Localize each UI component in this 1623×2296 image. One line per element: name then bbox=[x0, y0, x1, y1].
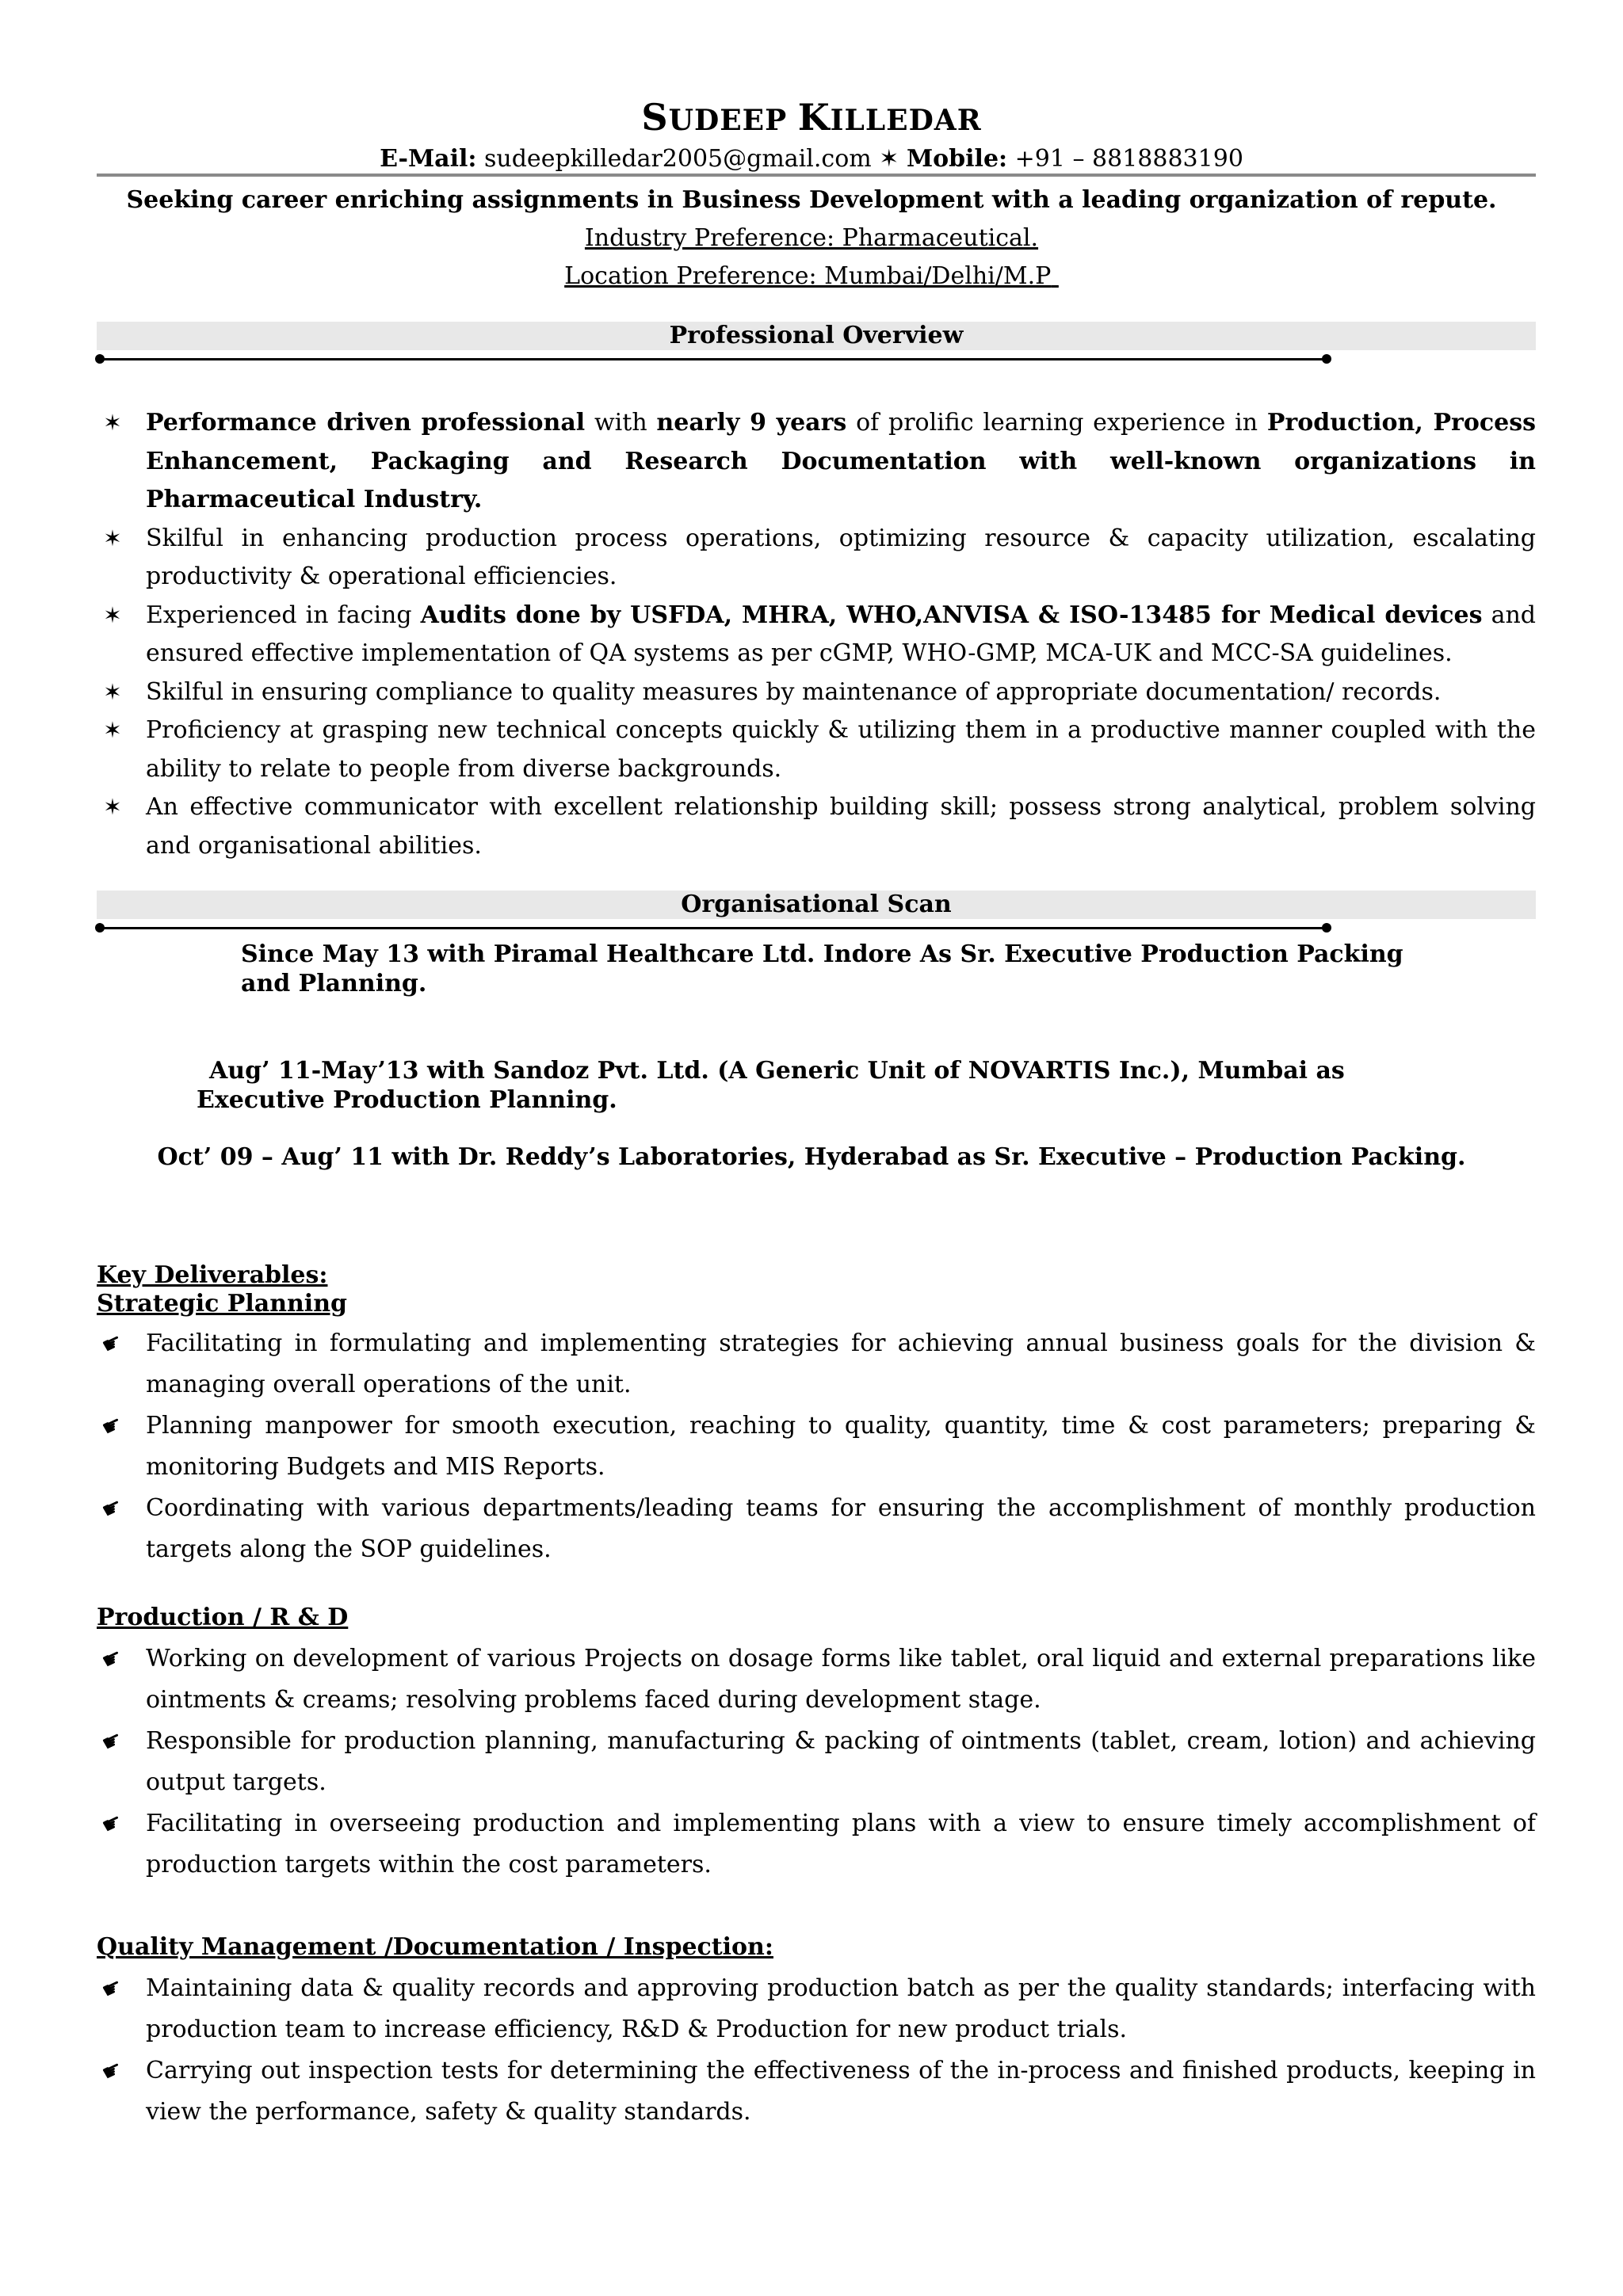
employment-entry: Aug’ 11-May’13 with Sandoz Pvt. Ltd. (A Generic Unit of NOVARTIS Inc.), Mumbai as Executive Production Planning. bbox=[197, 1057, 1345, 1114]
header-divider bbox=[97, 174, 1536, 177]
section-divider bbox=[100, 358, 1327, 360]
strategic-planning-list bbox=[97, 1323, 1536, 1570]
pointing-hand-icon: ☛ bbox=[97, 1327, 128, 1360]
section-heading-professional-overview: Professional Overview bbox=[97, 322, 1536, 350]
pointing-hand-icon: ☛ bbox=[97, 1492, 128, 1524]
section-heading-organisational-scan: Organisational Scan bbox=[97, 891, 1536, 919]
subsection-title: Strategic Planning bbox=[97, 1290, 347, 1318]
list-item: ✶ Experienced in facing Audits done by USFDA, MHRA, WHO,ANVISA & ISO-13485 for Medical devices and ensured effective implementation of QA systems as per cGMP, WHO-GMP, MCA-UK and MCC-SA guidelines. bbox=[97, 597, 1536, 673]
list-item: ✶ Proficiency at grasping new technical concepts quickly & utilizing them in a productive manner coupled with the ability to relate to people from diverse backgrounds. bbox=[97, 711, 1536, 788]
industry-preference: Industry Preference: Pharmaceutical. bbox=[584, 224, 1039, 252]
star-icon: ✶ bbox=[103, 717, 122, 743]
pointing-hand-icon: ☛ bbox=[97, 1972, 128, 2004]
star-icon: ✶ bbox=[103, 794, 122, 820]
list-item: ☛ Coordinating with various departments/leading teams for ensuring the accomplishment of monthly production targets along the SOP guidelines. bbox=[97, 1488, 1536, 1570]
list-item: ☛ Maintaining data & quality records and approving production batch as per the quality standards; interfacing with production team to increase efficiency, R&D & Production for new product trials. bbox=[97, 1968, 1536, 2050]
candidate-name: SUDEEP KILLEDAR bbox=[641, 96, 982, 139]
overview-list bbox=[97, 404, 1536, 865]
location-preference: Location Preference: Mumbai/Delhi/M.P bbox=[564, 262, 1052, 290]
email-address: sudeepkilledar2005@gmail.com bbox=[484, 145, 872, 173]
list-item: ✶ Performance driven professional with nearly 9 years of prolific learning experience in Production, Process Enhancement, Packaging and Research Documentation with well-known organizations in Pharmaceutical Industry. bbox=[97, 404, 1536, 520]
star-icon: ✶ bbox=[103, 601, 122, 628]
contact-line bbox=[0, 144, 1623, 174]
email-label: E-Mail: bbox=[380, 145, 477, 173]
pointing-hand-icon: ☛ bbox=[97, 2054, 128, 2087]
list-item: ☛ Facilitating in formulating and implementing strategies for achieving annual business goals for the division & managing overall operations of the unit. bbox=[97, 1323, 1536, 1405]
star-icon: ✶ bbox=[103, 410, 122, 436]
mobile-number: +91 – 8818883190 bbox=[1014, 145, 1243, 173]
pointing-hand-icon: ☛ bbox=[97, 1409, 128, 1442]
section-divider bbox=[100, 927, 1327, 929]
list-item: ✶ Skilful in enhancing production process operations, optimizing resource & capacity utilization, escalating productivity & operational efficiencies. bbox=[97, 520, 1536, 597]
list-item: ✶ An effective communicator with excellent relationship building skill; possess strong analytical, problem solving and organisational abilities. bbox=[97, 788, 1536, 865]
list-item: ✶ Skilful in ensuring compliance to quality measures by maintenance of appropriate documentation/ records. bbox=[97, 673, 1536, 712]
star-icon: ✶ bbox=[103, 524, 122, 551]
employment-entry: Since May 13 with Piramal Healthcare Ltd. Indore As Sr. Executive Production Packing and Planning. bbox=[241, 940, 1403, 997]
subsection-title: Production / R & D bbox=[97, 1604, 349, 1631]
pointing-hand-icon: ☛ bbox=[97, 1642, 128, 1675]
pointing-hand-icon: ☛ bbox=[97, 1725, 128, 1757]
star-icon: ✶ bbox=[103, 678, 122, 705]
key-deliverables-heading: Key Deliverables: bbox=[97, 1261, 328, 1289]
list-item: ☛ Working on development of various Projects on dosage forms like tablet, oral liquid and external preparations like ointments & creams; resolving problems faced during development stage. bbox=[97, 1638, 1536, 1721]
list-item: ☛ Responsible for production planning, manufacturing & packing of ointments (tablet, cream, lotion) and achieving output targets. bbox=[97, 1721, 1536, 1803]
production-rd-list bbox=[97, 1638, 1536, 1886]
mobile-label: Mobile: bbox=[906, 145, 1008, 173]
list-item: ☛ Planning manpower for smooth execution, reaching to quality, quantity, time & cost parameters; preparing & monitoring Budgets and MIS Reports. bbox=[97, 1405, 1536, 1488]
employment-entry: Oct’ 09 – Aug’ 11 with Dr. Reddy’s Laboratories, Hyderabad as Sr. Executive – Production Packing. bbox=[157, 1143, 1466, 1171]
pointing-hand-icon: ☛ bbox=[97, 1807, 128, 1840]
star-separator-icon: ✶ bbox=[879, 145, 899, 173]
list-item: ☛ Carrying out inspection tests for determining the effectiveness of the in-process and finished products, keeping in view the performance, safety & quality standards. bbox=[97, 2050, 1536, 2133]
career-objective: Seeking career enriching assignments in Business Development with a leading organization of repute. bbox=[126, 186, 1497, 214]
quality-management-list bbox=[97, 1968, 1536, 2133]
subsection-title: Quality Management /Documentation / Inspection: bbox=[97, 1933, 773, 1961]
list-item: ☛ Facilitating in overseeing production and implementing plans with a view to ensure timely accomplishment of production targets within the cost parameters. bbox=[97, 1803, 1536, 1886]
